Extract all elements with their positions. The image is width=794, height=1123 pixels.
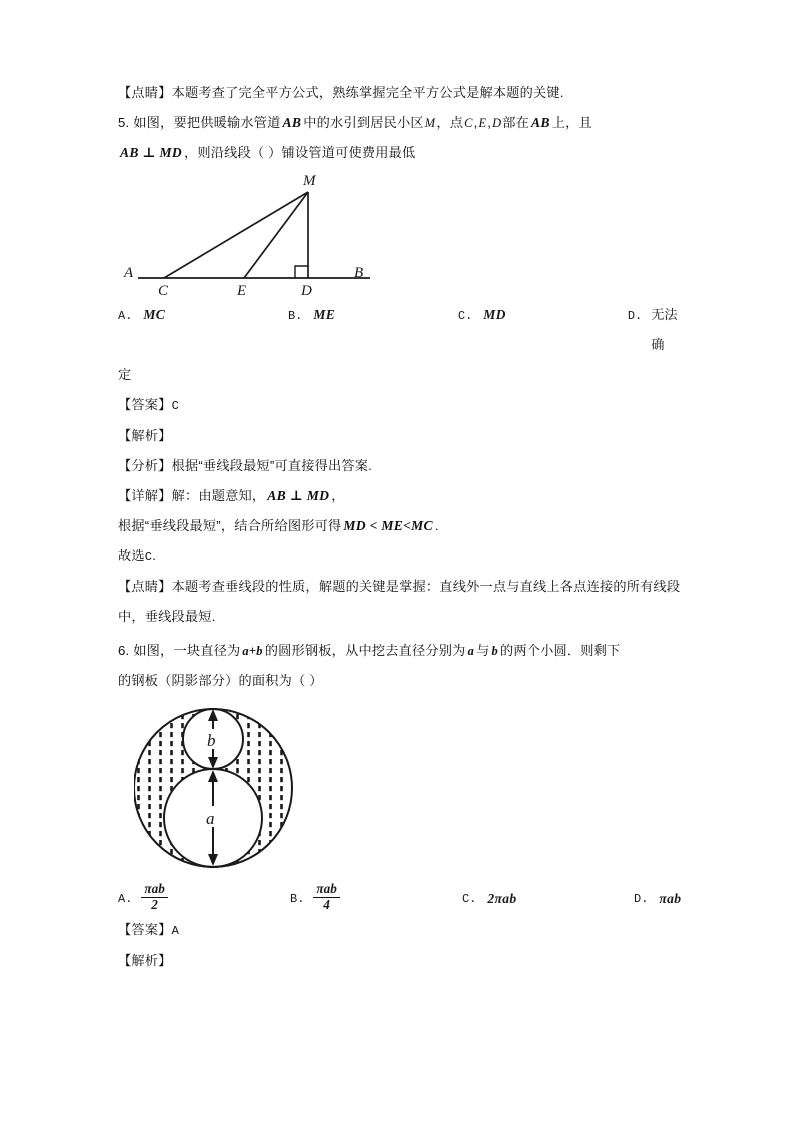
q5-option-a-value: MC <box>143 307 166 322</box>
q5-number: 5. <box>118 115 130 130</box>
q5-var-e: E <box>478 116 487 130</box>
q6-option-a-numerator: πab <box>144 881 165 896</box>
q5-approach-text: 根据“垂线段最短”可直接得出答案. <box>171 458 373 473</box>
q6-number: 6. <box>118 643 130 658</box>
q5-option-d-value: 无法确 <box>651 307 678 352</box>
q6-math-a-plus-b: a+b <box>242 644 263 658</box>
q5-stem-line-1 <box>118 108 690 138</box>
label-M: M <box>303 173 316 189</box>
q5-approach-line <box>118 451 690 481</box>
q5-option-d-letter: D. <box>627 309 643 323</box>
q6-option-c[interactable] <box>462 884 634 914</box>
q5-detail-text-2: 根据“垂线段最短”，结合所给图形可得 <box>118 518 342 533</box>
q5-answer-value: C <box>171 399 179 413</box>
label-E: E <box>237 283 247 299</box>
q6-stem-line-1 <box>118 636 690 666</box>
q5-detail-tag: 【详解】 <box>118 488 172 503</box>
q5-stem-part1: 如图，要把供暖输水管道 <box>133 115 281 130</box>
q5-option-a[interactable] <box>118 300 288 331</box>
q5-analysis-tag: 【解析】 <box>118 428 172 443</box>
q6-option-d-value: πab <box>659 891 682 907</box>
q5-option-b[interactable] <box>288 300 458 331</box>
q5-figure-container <box>118 168 690 300</box>
q6-option-c-value: 2πab <box>487 891 517 907</box>
q5-math-perp: AB ⊥ MD <box>120 145 182 160</box>
q6-analysis-tag: 【解析】 <box>118 952 172 968</box>
q5-option-d[interactable] <box>628 300 690 360</box>
q5-var-d: D <box>492 116 502 130</box>
q5-math-ab-1: AB <box>282 115 302 130</box>
q5-stem-part3: ，点 <box>436 115 464 130</box>
label-a: a <box>206 809 215 828</box>
label-b: b <box>207 731 216 750</box>
q6-var-b: b <box>491 644 498 658</box>
q5-option-b-value: ME <box>313 307 336 322</box>
q6-option-b-denominator: 4 <box>313 897 339 913</box>
q5-comma-1: , <box>473 115 478 130</box>
q6-answer-line <box>118 915 690 946</box>
q5-summary-text: 本题考查垂线段的性质，解题的关键是掌握：直线外一点与直线上各点连接的所有线段中，垂线段最短. <box>118 579 681 624</box>
q5-option-a-letter: A. <box>118 309 133 323</box>
q5-detail-math-1: AB ⊥ MD <box>267 488 330 503</box>
q6-option-a-fraction <box>141 882 167 913</box>
q6-option-a-denominator: 2 <box>141 897 167 913</box>
q5-option-c-letter: C. <box>457 309 473 323</box>
q5-detail-text-1b: ， <box>331 488 345 503</box>
label-D: D <box>301 283 312 299</box>
q5-stem-part6: ，则沿线段（ ）铺设管道可使费用最低 <box>183 145 416 160</box>
q6-options-row <box>118 881 690 915</box>
concentric-circles-shaded-figure <box>134 696 334 884</box>
q6-option-b-numerator: πab <box>316 881 337 896</box>
q5-conclusion-line <box>118 541 690 572</box>
q5-stem-part5: 上，且 <box>551 115 592 130</box>
q6-option-d-letter: D. <box>634 892 649 907</box>
q6-option-b[interactable] <box>290 881 462 915</box>
q5-approach-tag: 【分析】 <box>118 458 172 473</box>
q5-detail-text-1: 解：由题意知， <box>171 488 266 503</box>
q5-var-m: M <box>424 116 436 130</box>
q5-math-ab-2: AB <box>531 115 550 130</box>
q5-summary-line <box>118 572 686 632</box>
q5-stem-line-2 <box>118 138 690 168</box>
q5-conclusion-value: C <box>144 550 153 564</box>
q5-stem-part2: 中的水引到居民小区 <box>303 115 424 130</box>
q5-answer-tag: 【答案】 <box>118 397 172 412</box>
q5-conclusion-text: 故选 <box>118 548 145 563</box>
q6-answer-tag: 【答案】 <box>118 921 172 937</box>
q4-summary-line <box>118 78 690 108</box>
q6-stem-part2: 的圆形钢板，从中挖去直径分别为 <box>264 643 466 658</box>
q6-stem-part4: 的两个小圆．则剩下 <box>499 643 621 658</box>
q6-stem-part1: 如图，一块直径为 <box>133 643 241 658</box>
q6-answer-value: A <box>171 923 179 938</box>
q5-options-row <box>118 300 690 360</box>
q5-conclusion-end: . <box>152 548 157 563</box>
q5-detail-text-2b: . <box>434 518 439 533</box>
label-A: A <box>124 265 134 281</box>
q4-summary-tag: 【点睛】 <box>118 85 172 100</box>
q6-option-b-letter: B. <box>290 892 305 907</box>
label-B: B <box>354 265 364 281</box>
q6-figure-container <box>118 696 690 884</box>
q6-stem-line-2: 的钢板（阴影部分）的面积为（ ） <box>118 673 323 688</box>
q6-option-d[interactable] <box>634 884 683 914</box>
q6-option-c-letter: C. <box>462 892 477 907</box>
q5-comma-2: , <box>487 115 492 130</box>
q6-option-b-fraction <box>313 882 339 913</box>
q5-detail-math-2: MD < ME<MC <box>343 518 433 533</box>
q5-option-c-value: MD <box>483 307 506 322</box>
q6-option-a-letter: A. <box>118 892 133 907</box>
label-C: C <box>158 283 169 299</box>
q6-var-a: a <box>467 644 475 658</box>
q5-option-d-overflow: 定 <box>118 367 132 382</box>
triangle-on-line-figure <box>122 170 382 302</box>
q6-option-a[interactable] <box>118 881 290 915</box>
q6-stem-part3: 与 <box>476 643 490 658</box>
q5-answer-line <box>118 390 690 421</box>
q4-summary-text: 本题考查了完全平方公式，熟练掌握完全平方公式是解本题的关键. <box>171 85 564 100</box>
q5-option-c[interactable] <box>458 300 628 331</box>
q5-option-b-letter: B. <box>287 309 303 323</box>
q5-summary-tag: 【点睛】 <box>118 579 172 594</box>
q5-stem-part4: 部在 <box>502 115 530 130</box>
q5-detail-line-2 <box>118 511 690 541</box>
q5-var-c: C <box>464 116 473 130</box>
q5-detail-line-1 <box>118 481 690 511</box>
